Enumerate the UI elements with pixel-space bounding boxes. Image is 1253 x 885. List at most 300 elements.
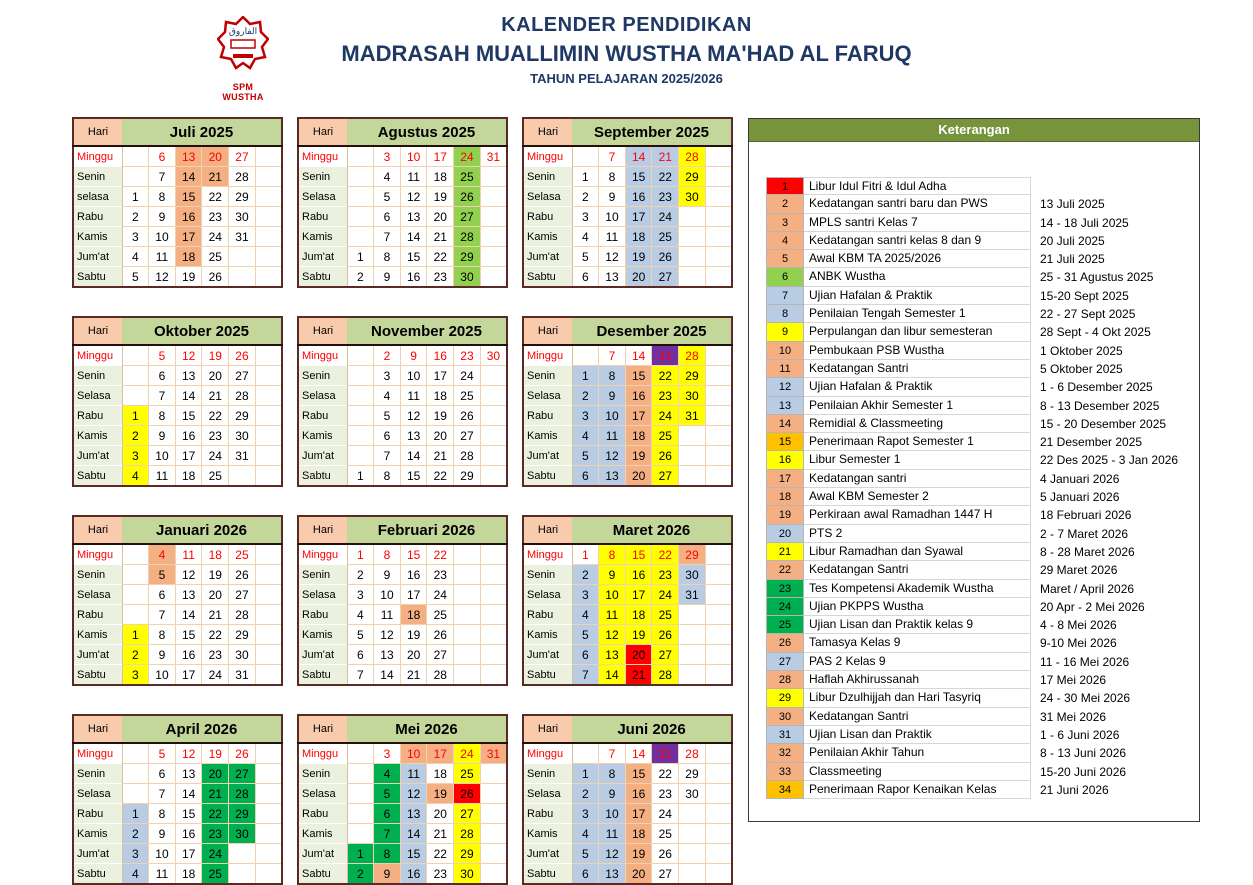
legend-item-date: 11 - 16 Mei 2026 bbox=[1040, 654, 1130, 669]
date-cell: 21 bbox=[652, 743, 679, 764]
date-cell: 31 bbox=[229, 446, 256, 466]
month-table-april-2026 bbox=[72, 714, 283, 885]
date-cell bbox=[347, 366, 374, 386]
date-cell: 15 bbox=[625, 764, 652, 784]
date-cell: 18 bbox=[427, 167, 454, 187]
date-cell: 1 bbox=[122, 187, 149, 207]
date-cell: 23 bbox=[202, 207, 229, 227]
date-cell: 15 bbox=[400, 466, 427, 487]
month-name: Maret 2026 bbox=[572, 516, 732, 544]
date-cell: 26 bbox=[652, 446, 679, 466]
date-cell bbox=[705, 605, 732, 625]
day-label: Kamis bbox=[523, 824, 572, 844]
date-cell: 3 bbox=[122, 446, 149, 466]
date-cell bbox=[122, 743, 149, 764]
date-cell: 18 bbox=[202, 544, 229, 565]
date-cell bbox=[122, 167, 149, 187]
legend-item-date: 24 - 30 Mei 2026 bbox=[1040, 691, 1131, 706]
date-cell bbox=[347, 167, 374, 187]
day-label: Minggu bbox=[523, 544, 572, 565]
date-cell: 12 bbox=[599, 844, 626, 864]
date-cell: 21 bbox=[652, 146, 679, 167]
legend-row bbox=[766, 177, 1195, 195]
date-cell: 28 bbox=[454, 824, 481, 844]
date-cell: 22 bbox=[202, 187, 229, 207]
date-cell: 13 bbox=[175, 585, 202, 605]
date-cell bbox=[347, 345, 374, 366]
date-cell bbox=[572, 345, 599, 366]
month-name: April 2026 bbox=[122, 715, 282, 743]
date-cell bbox=[255, 366, 282, 386]
date-cell bbox=[255, 227, 282, 247]
date-cell bbox=[480, 784, 507, 804]
date-cell: 13 bbox=[175, 366, 202, 386]
legend-item-number: 23 bbox=[766, 580, 804, 598]
legend-item-date: 21 Juli 2025 bbox=[1040, 252, 1105, 267]
date-cell: 18 bbox=[175, 247, 202, 267]
day-label: Minggu bbox=[298, 345, 347, 366]
date-cell: 8 bbox=[599, 544, 626, 565]
date-cell: 19 bbox=[625, 844, 652, 864]
legend-item-date: 4 - 8 Mei 2026 bbox=[1040, 618, 1117, 633]
month-table-mei-2026 bbox=[297, 714, 508, 885]
legend-row bbox=[766, 305, 1195, 323]
legend-row bbox=[766, 708, 1195, 726]
day-label: Rabu bbox=[73, 207, 122, 227]
legend-item-number: 33 bbox=[766, 763, 804, 781]
date-cell bbox=[229, 844, 256, 864]
date-cell: 30 bbox=[229, 207, 256, 227]
legend-row bbox=[766, 488, 1195, 506]
legend-item-label: Ujian PKPPS Wustha bbox=[804, 598, 1031, 616]
legend-row bbox=[766, 525, 1195, 543]
date-cell: 3 bbox=[374, 366, 401, 386]
legend-item-date: 13 Juli 2025 bbox=[1040, 197, 1105, 212]
date-cell: 5 bbox=[572, 844, 599, 864]
date-cell bbox=[255, 864, 282, 885]
keterangan-title: Keterangan bbox=[749, 119, 1199, 142]
date-cell bbox=[255, 625, 282, 645]
day-column-header: Hari bbox=[298, 715, 347, 743]
legend-item-label: Kedatangan Santri bbox=[804, 561, 1031, 579]
month-table-oktober-2025 bbox=[72, 316, 283, 487]
date-cell bbox=[679, 446, 706, 466]
date-cell: 9 bbox=[599, 784, 626, 804]
date-cell bbox=[454, 665, 481, 686]
date-cell: 25 bbox=[454, 167, 481, 187]
logo-caption: SPM WUSTHA bbox=[222, 82, 264, 102]
legend-item-date: 8 - 28 Maret 2026 bbox=[1040, 544, 1135, 559]
date-cell: 2 bbox=[347, 864, 374, 885]
date-cell: 12 bbox=[149, 267, 176, 288]
date-cell: 29 bbox=[454, 844, 481, 864]
date-cell bbox=[705, 585, 732, 605]
date-cell bbox=[122, 565, 149, 585]
date-cell: 5 bbox=[149, 565, 176, 585]
legend-item-label: Libur Semester 1 bbox=[804, 451, 1031, 469]
legend-item-label: PAS 2 Kelas 9 bbox=[804, 653, 1031, 671]
legend-item-label: MPLS santri Kelas 7 bbox=[804, 214, 1031, 232]
legend-item-date: 5 Oktober 2025 bbox=[1040, 361, 1123, 376]
date-cell bbox=[255, 426, 282, 446]
date-cell: 10 bbox=[599, 406, 626, 426]
legend-item-number: 13 bbox=[766, 397, 804, 415]
date-cell: 25 bbox=[652, 605, 679, 625]
day-label: Kamis bbox=[73, 824, 122, 844]
day-label: Rabu bbox=[523, 406, 572, 426]
day-label: Rabu bbox=[523, 605, 572, 625]
date-cell: 6 bbox=[149, 146, 176, 167]
legend-item-number: 5 bbox=[766, 250, 804, 268]
date-cell: 22 bbox=[202, 625, 229, 645]
date-cell: 14 bbox=[175, 386, 202, 406]
date-cell: 10 bbox=[400, 743, 427, 764]
legend-item-number: 2 bbox=[766, 195, 804, 213]
date-cell: 24 bbox=[427, 585, 454, 605]
date-cell: 23 bbox=[427, 864, 454, 885]
legend-row bbox=[766, 561, 1195, 579]
legend-row bbox=[766, 323, 1195, 341]
legend-item-label: Libur Idul Fitri & Idul Adha bbox=[804, 177, 1031, 195]
date-cell: 17 bbox=[400, 585, 427, 605]
date-cell: 21 bbox=[202, 605, 229, 625]
date-cell: 6 bbox=[374, 804, 401, 824]
month-name: November 2025 bbox=[347, 317, 507, 345]
date-cell bbox=[679, 466, 706, 487]
legend-item-label: Remidial & Classmeeting bbox=[804, 415, 1031, 433]
date-cell: 26 bbox=[427, 625, 454, 645]
date-cell: 1 bbox=[347, 466, 374, 487]
date-cell bbox=[255, 605, 282, 625]
legend-row bbox=[766, 451, 1195, 469]
date-cell: 11 bbox=[175, 544, 202, 565]
date-cell: 2 bbox=[572, 565, 599, 585]
date-cell bbox=[480, 565, 507, 585]
date-cell: 21 bbox=[625, 665, 652, 686]
day-label: Jum'at bbox=[73, 446, 122, 466]
legend-row bbox=[766, 506, 1195, 524]
day-label: Selasa bbox=[523, 585, 572, 605]
date-cell: 1 bbox=[572, 764, 599, 784]
legend-row bbox=[766, 287, 1195, 305]
date-cell: 5 bbox=[374, 784, 401, 804]
date-cell: 20 bbox=[625, 864, 652, 885]
date-cell: 30 bbox=[679, 187, 706, 207]
date-cell bbox=[347, 764, 374, 784]
date-cell: 12 bbox=[400, 406, 427, 426]
date-cell: 23 bbox=[427, 565, 454, 585]
date-cell: 8 bbox=[599, 366, 626, 386]
date-cell: 15 bbox=[625, 366, 652, 386]
date-cell: 2 bbox=[347, 565, 374, 585]
legend-item-number: 21 bbox=[766, 543, 804, 561]
day-label: Jum'at bbox=[298, 446, 347, 466]
day-label: Sabtu bbox=[298, 466, 347, 487]
date-cell: 19 bbox=[625, 247, 652, 267]
date-cell: 5 bbox=[572, 446, 599, 466]
date-cell: 2 bbox=[122, 207, 149, 227]
date-cell: 31 bbox=[229, 227, 256, 247]
day-label: Sabtu bbox=[73, 665, 122, 686]
day-label: Jum'at bbox=[523, 247, 572, 267]
legend-item-number: 9 bbox=[766, 323, 804, 341]
legend-item-date: Maret / April 2026 bbox=[1040, 581, 1135, 596]
date-cell: 30 bbox=[480, 345, 507, 366]
date-cell: 6 bbox=[374, 207, 401, 227]
date-cell bbox=[705, 864, 732, 885]
legend-item-date: 18 Februari 2026 bbox=[1040, 508, 1132, 523]
date-cell: 30 bbox=[229, 645, 256, 665]
date-cell: 3 bbox=[374, 146, 401, 167]
date-cell bbox=[122, 585, 149, 605]
date-cell: 22 bbox=[652, 544, 679, 565]
legend-row bbox=[766, 195, 1195, 213]
date-cell: 12 bbox=[599, 446, 626, 466]
date-cell: 20 bbox=[625, 645, 652, 665]
date-cell: 7 bbox=[149, 386, 176, 406]
date-cell bbox=[255, 764, 282, 784]
date-cell: 3 bbox=[572, 406, 599, 426]
date-cell: 17 bbox=[625, 207, 652, 227]
date-cell: 8 bbox=[599, 167, 626, 187]
month-table-desember-2025 bbox=[522, 316, 733, 487]
date-cell: 21 bbox=[427, 824, 454, 844]
legend-item-label: Penilaian Akhir Semester 1 bbox=[804, 397, 1031, 415]
date-cell bbox=[122, 544, 149, 565]
date-cell: 14 bbox=[400, 824, 427, 844]
date-cell: 22 bbox=[202, 406, 229, 426]
legend-item-label: Haflah Akhirussanah bbox=[804, 671, 1031, 689]
date-cell: 29 bbox=[454, 466, 481, 487]
date-cell: 3 bbox=[347, 585, 374, 605]
date-cell: 31 bbox=[229, 665, 256, 686]
date-cell bbox=[255, 345, 282, 366]
date-cell: 24 bbox=[454, 743, 481, 764]
date-cell: 28 bbox=[652, 665, 679, 686]
day-label: Selasa bbox=[298, 386, 347, 406]
date-cell: 8 bbox=[599, 764, 626, 784]
day-label: Sabtu bbox=[298, 665, 347, 686]
month-table-juni-2026 bbox=[522, 714, 733, 885]
date-cell: 15 bbox=[400, 544, 427, 565]
date-cell: 7 bbox=[347, 665, 374, 686]
date-cell: 26 bbox=[454, 406, 481, 426]
date-cell bbox=[229, 247, 256, 267]
date-cell: 2 bbox=[122, 824, 149, 844]
date-cell: 14 bbox=[625, 146, 652, 167]
date-cell: 12 bbox=[175, 743, 202, 764]
date-cell bbox=[480, 366, 507, 386]
date-cell: 4 bbox=[347, 605, 374, 625]
date-cell: 25 bbox=[454, 386, 481, 406]
day-label: Selasa bbox=[523, 187, 572, 207]
date-cell: 9 bbox=[149, 426, 176, 446]
legend-item-date: 25 - 31 Agustus 2025 bbox=[1040, 270, 1154, 285]
legend-item-date: 20 Apr - 2 Mei 2026 bbox=[1040, 599, 1145, 614]
date-cell bbox=[480, 386, 507, 406]
date-cell bbox=[705, 386, 732, 406]
date-cell: 4 bbox=[149, 544, 176, 565]
legend-item-number: 3 bbox=[766, 214, 804, 232]
date-cell: 23 bbox=[652, 565, 679, 585]
month-table-juli-2025 bbox=[72, 117, 283, 288]
legend-item-number: 27 bbox=[766, 653, 804, 671]
date-cell: 9 bbox=[400, 345, 427, 366]
date-cell: 27 bbox=[229, 764, 256, 784]
date-cell bbox=[347, 743, 374, 764]
date-cell bbox=[347, 426, 374, 446]
legend-item-label: Perkiraan awal Ramadhan 1447 H bbox=[804, 506, 1031, 524]
date-cell: 7 bbox=[599, 345, 626, 366]
date-cell bbox=[679, 804, 706, 824]
date-cell: 25 bbox=[427, 605, 454, 625]
date-cell: 31 bbox=[480, 146, 507, 167]
date-cell: 28 bbox=[679, 743, 706, 764]
date-cell bbox=[705, 565, 732, 585]
date-cell: 24 bbox=[652, 585, 679, 605]
date-cell: 23 bbox=[652, 784, 679, 804]
date-cell: 19 bbox=[400, 625, 427, 645]
day-label: Jum'at bbox=[523, 844, 572, 864]
day-label: Kamis bbox=[73, 227, 122, 247]
legend-item-number: 30 bbox=[766, 708, 804, 726]
legend-row bbox=[766, 653, 1195, 671]
date-cell bbox=[705, 366, 732, 386]
date-cell bbox=[255, 406, 282, 426]
date-cell: 22 bbox=[652, 167, 679, 187]
date-cell: 11 bbox=[400, 764, 427, 784]
date-cell bbox=[255, 544, 282, 565]
date-cell: 19 bbox=[625, 625, 652, 645]
day-label: Kamis bbox=[73, 426, 122, 446]
date-cell bbox=[229, 466, 256, 487]
date-cell: 28 bbox=[679, 146, 706, 167]
date-cell: 18 bbox=[427, 386, 454, 406]
date-cell: 6 bbox=[374, 426, 401, 446]
day-label: Kamis bbox=[523, 625, 572, 645]
date-cell bbox=[480, 466, 507, 487]
date-cell bbox=[347, 824, 374, 844]
legend-item-date: 22 Des 2025 - 3 Jan 2026 bbox=[1040, 453, 1179, 468]
date-cell: 29 bbox=[679, 544, 706, 565]
date-cell bbox=[480, 645, 507, 665]
date-cell bbox=[480, 844, 507, 864]
legend-item-label: Pembukaan PSB Wustha bbox=[804, 342, 1031, 360]
day-label: Selasa bbox=[298, 585, 347, 605]
date-cell: 17 bbox=[175, 844, 202, 864]
date-cell: 18 bbox=[427, 764, 454, 784]
date-cell: 3 bbox=[122, 665, 149, 686]
day-label: Minggu bbox=[298, 544, 347, 565]
date-cell: 26 bbox=[229, 345, 256, 366]
date-cell: 1 bbox=[572, 366, 599, 386]
date-cell: 5 bbox=[374, 406, 401, 426]
date-cell: 5 bbox=[149, 743, 176, 764]
date-cell: 7 bbox=[599, 743, 626, 764]
date-cell: 30 bbox=[454, 267, 481, 288]
date-cell: 27 bbox=[652, 267, 679, 288]
legend-item-date: 1 - 6 Desember 2025 bbox=[1040, 380, 1153, 395]
date-cell: 10 bbox=[149, 665, 176, 686]
date-cell: 20 bbox=[400, 645, 427, 665]
date-cell: 9 bbox=[374, 864, 401, 885]
date-cell: 16 bbox=[427, 345, 454, 366]
date-cell: 1 bbox=[572, 167, 599, 187]
date-cell: 22 bbox=[427, 544, 454, 565]
date-cell bbox=[454, 645, 481, 665]
date-cell: 13 bbox=[599, 645, 626, 665]
legend-item-number: 16 bbox=[766, 451, 804, 469]
date-cell bbox=[705, 406, 732, 426]
date-cell: 28 bbox=[454, 446, 481, 466]
month-table-februari-2026 bbox=[297, 515, 508, 686]
day-label: Rabu bbox=[298, 605, 347, 625]
legend-item-date: 8 - 13 Desember 2025 bbox=[1040, 398, 1160, 413]
date-cell: 31 bbox=[679, 585, 706, 605]
legend-row bbox=[766, 268, 1195, 286]
date-cell: 2 bbox=[572, 386, 599, 406]
date-cell bbox=[705, 804, 732, 824]
date-cell bbox=[705, 207, 732, 227]
date-cell: 6 bbox=[347, 645, 374, 665]
date-cell bbox=[705, 146, 732, 167]
date-cell: 29 bbox=[454, 247, 481, 267]
date-cell: 26 bbox=[652, 625, 679, 645]
date-cell bbox=[480, 267, 507, 288]
date-cell bbox=[480, 585, 507, 605]
day-label: Kamis bbox=[523, 227, 572, 247]
day-label: Minggu bbox=[523, 345, 572, 366]
date-cell bbox=[255, 247, 282, 267]
date-cell bbox=[255, 804, 282, 824]
day-column-header: Hari bbox=[298, 516, 347, 544]
legend-item-label: Kedatangan Santri bbox=[804, 360, 1031, 378]
date-cell bbox=[347, 146, 374, 167]
day-label: Minggu bbox=[523, 146, 572, 167]
date-cell bbox=[122, 764, 149, 784]
date-cell bbox=[705, 544, 732, 565]
day-label: Sabtu bbox=[523, 267, 572, 288]
date-cell: 18 bbox=[400, 605, 427, 625]
legend-item-label: Awal KBM TA 2025/2026 bbox=[804, 250, 1031, 268]
date-cell: 20 bbox=[202, 585, 229, 605]
day-label: Senin bbox=[73, 167, 122, 187]
date-cell bbox=[480, 187, 507, 207]
date-cell: 27 bbox=[454, 426, 481, 446]
legend-row bbox=[766, 378, 1195, 396]
date-cell: 4 bbox=[122, 466, 149, 487]
legend-item-date: 1 Oktober 2025 bbox=[1040, 343, 1123, 358]
page-header bbox=[0, 14, 1253, 86]
month-table-november-2025 bbox=[297, 316, 508, 487]
legend-item-label: Libur Dzulhijjah dan Hari Tasyriq bbox=[804, 689, 1031, 707]
date-cell: 19 bbox=[202, 565, 229, 585]
date-cell bbox=[572, 146, 599, 167]
date-cell bbox=[679, 824, 706, 844]
legend-row bbox=[766, 433, 1195, 451]
date-cell bbox=[705, 625, 732, 645]
date-cell: 8 bbox=[149, 625, 176, 645]
date-cell: 14 bbox=[400, 446, 427, 466]
date-cell: 3 bbox=[122, 844, 149, 864]
date-cell: 5 bbox=[122, 267, 149, 288]
date-cell: 10 bbox=[599, 804, 626, 824]
legend-item-label: Kedatangan Santri bbox=[804, 708, 1031, 726]
date-cell: 2 bbox=[374, 345, 401, 366]
month-name: Mei 2026 bbox=[347, 715, 507, 743]
date-cell: 23 bbox=[454, 345, 481, 366]
date-cell: 27 bbox=[652, 645, 679, 665]
